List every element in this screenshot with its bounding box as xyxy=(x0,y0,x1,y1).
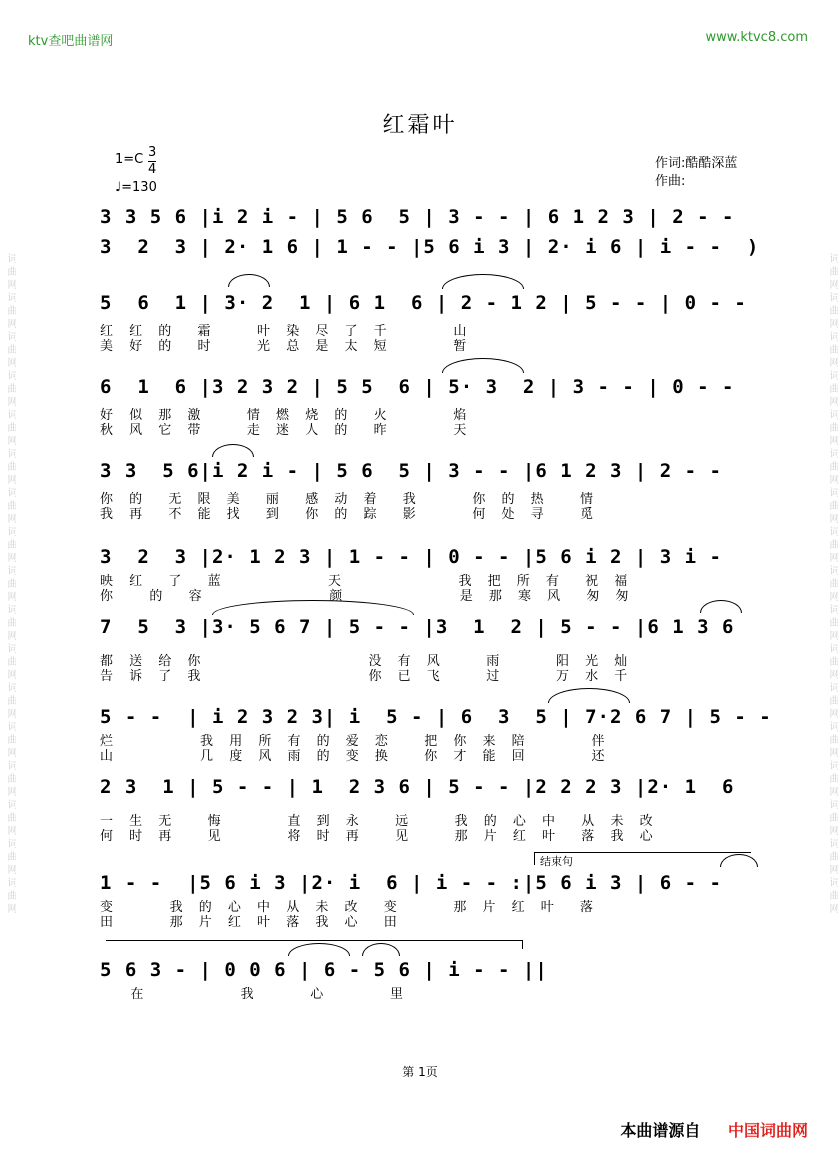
lyric-verse-2: 你 的 容 颜 是 那 寒 风 匆 匆 xyxy=(100,589,635,604)
page-number: 第 1页 xyxy=(402,1065,438,1079)
notation-row: 5 - - | i 2 3 2 3| i 5 - | 6 3 5 | 7·2 6 7 | 5 - - xyxy=(100,706,772,728)
slur xyxy=(442,274,524,289)
slur xyxy=(228,274,270,287)
lyricist-credit: 作词:酷酷深蓝 xyxy=(655,156,738,171)
time-signature: 3 4 xyxy=(148,145,157,177)
lyric-verse-2: 山 几 度 风 雨 的 变 换 你 才 能 回 还 xyxy=(100,749,611,764)
notation-row: 3 2 3 |2· 1 2 3 | 1 - - | 0 - - |5 6 i 2 | 3 i - xyxy=(100,546,722,568)
footer-brand-link[interactable]: 中国词曲网 xyxy=(727,1121,808,1140)
lyric-verse-1: 在 我 心 里 xyxy=(100,987,410,1002)
lyric-verse-1: 都 送 给 你 没 有 风 雨 阳 光 灿 xyxy=(100,654,634,669)
footer-source xyxy=(620,1118,808,1141)
tempo-marking: ♩=130 xyxy=(115,180,157,195)
lyric-verse-1: 变 我 的 心 中 从 未 改 变 那 片 红 叶 落 xyxy=(100,900,600,915)
header-site-name[interactable]: ktv查吧曲谱网 xyxy=(28,34,114,49)
header-site-url[interactable]: www.ktvc8.com xyxy=(705,30,808,45)
lyric-verse-2: 告 诉 了 我 你 已 飞 过 万 水 千 xyxy=(100,669,634,684)
right-watermark: 词曲网词曲网词曲网词曲网词曲网词曲网词曲网词曲网词曲网词曲网词曲网词曲网词曲网词曲网词曲网词曲网词曲网 xyxy=(827,253,838,916)
lyric-verse-2: 我 再 不 能 找 到 你 的 踪 影 何 处 寻 觅 xyxy=(100,507,600,522)
lyric-verse-2: 何 时 再 见 将 时 再 见 那 片 红 叶 落 我 心 xyxy=(100,829,659,844)
lyric-verse-1: 好 似 那 激 情 燃 烧 的 火 焰 xyxy=(100,408,473,423)
lyric-verse-2: 美 好 的 时 光 总 是 太 短 暂 xyxy=(100,339,473,354)
composer-credit: 作曲: xyxy=(655,174,686,189)
quarter-note-icon: ♩ xyxy=(115,180,122,195)
left-watermark: 词曲网词曲网词曲网词曲网词曲网词曲网词曲网词曲网词曲网词曲网词曲网词曲网词曲网词曲网词曲网词曲网词曲网 xyxy=(5,253,16,916)
slur xyxy=(442,358,524,373)
lyric-verse-2: 田 那 片 红 叶 落 我 心 田 xyxy=(100,915,403,930)
song-title: 红霜叶 xyxy=(382,113,458,138)
footer-source-text: 本曲谱源自 xyxy=(620,1121,701,1140)
slur xyxy=(548,688,630,703)
notation-row: 2 3 1 | 5 - - | 1 2 3 6 | 5 - - |2 2 2 3 |2· 1 6 xyxy=(100,776,735,798)
notation-row: 3 3 5 6|i 2 i - | 5 6 5 | 3 - - |6 1 2 3 | 2 - - xyxy=(100,460,722,482)
lyric-verse-1: 你 的 无 限 美 丽 感 动 着 我 你 的 热 情 xyxy=(100,492,600,507)
lyric-verse-1: 映 红 了 蓝 天 我 把 所 有 祝 福 xyxy=(100,574,634,589)
lyric-verse-2: 秋 风 它 带 走 迷 人 的 昨 天 xyxy=(100,423,473,438)
notation-row: 7 5 3 |3· 5 6 7 | 5 - - |3 1 2 | 5 - - |6 1 3 6 xyxy=(100,616,735,638)
notation-row: 1 - - |5 6 i 3 |2· i 6 | i - - :|5 6 i 3 | 6 - - xyxy=(100,872,722,894)
notation-row: 5 6 3 - | 0 0 6 | 6 - 5 6 | i - - || xyxy=(100,959,548,981)
notation-row: 5 6 1 | 3· 2 1 | 6 1 6 | 2 - 1 2 | 5 - - | 0 - - xyxy=(100,292,747,314)
lyric-verse-1: 一 生 无 悔 直 到 永 远 我 的 心 中 从 未 改 xyxy=(100,814,659,829)
ending-label: 结束句 xyxy=(540,855,573,868)
notation-row: 6 1 6 |3 2 3 2 | 5 5 6 | 5· 3 2 | 3 - - | 0 - - xyxy=(100,376,735,398)
lyric-verse-1: 红 红 的 霜 叶 染 尽 了 千 山 xyxy=(100,324,473,339)
notation-row: 3 2 3 | 2· 1 6 | 1 - - |5 6 i 3 | 2· i 6 | i - - ) xyxy=(100,236,760,258)
notation-row: 3 3 5 6 |i 2 i - | 5 6 5 | 3 - - | 6 1 2 3 | 2 - - xyxy=(100,206,735,228)
key-signature: 1=C xyxy=(115,152,144,167)
lyric-verse-1: 烂 我 用 所 有 的 爱 恋 把 你 来 陪 伴 xyxy=(100,734,611,749)
